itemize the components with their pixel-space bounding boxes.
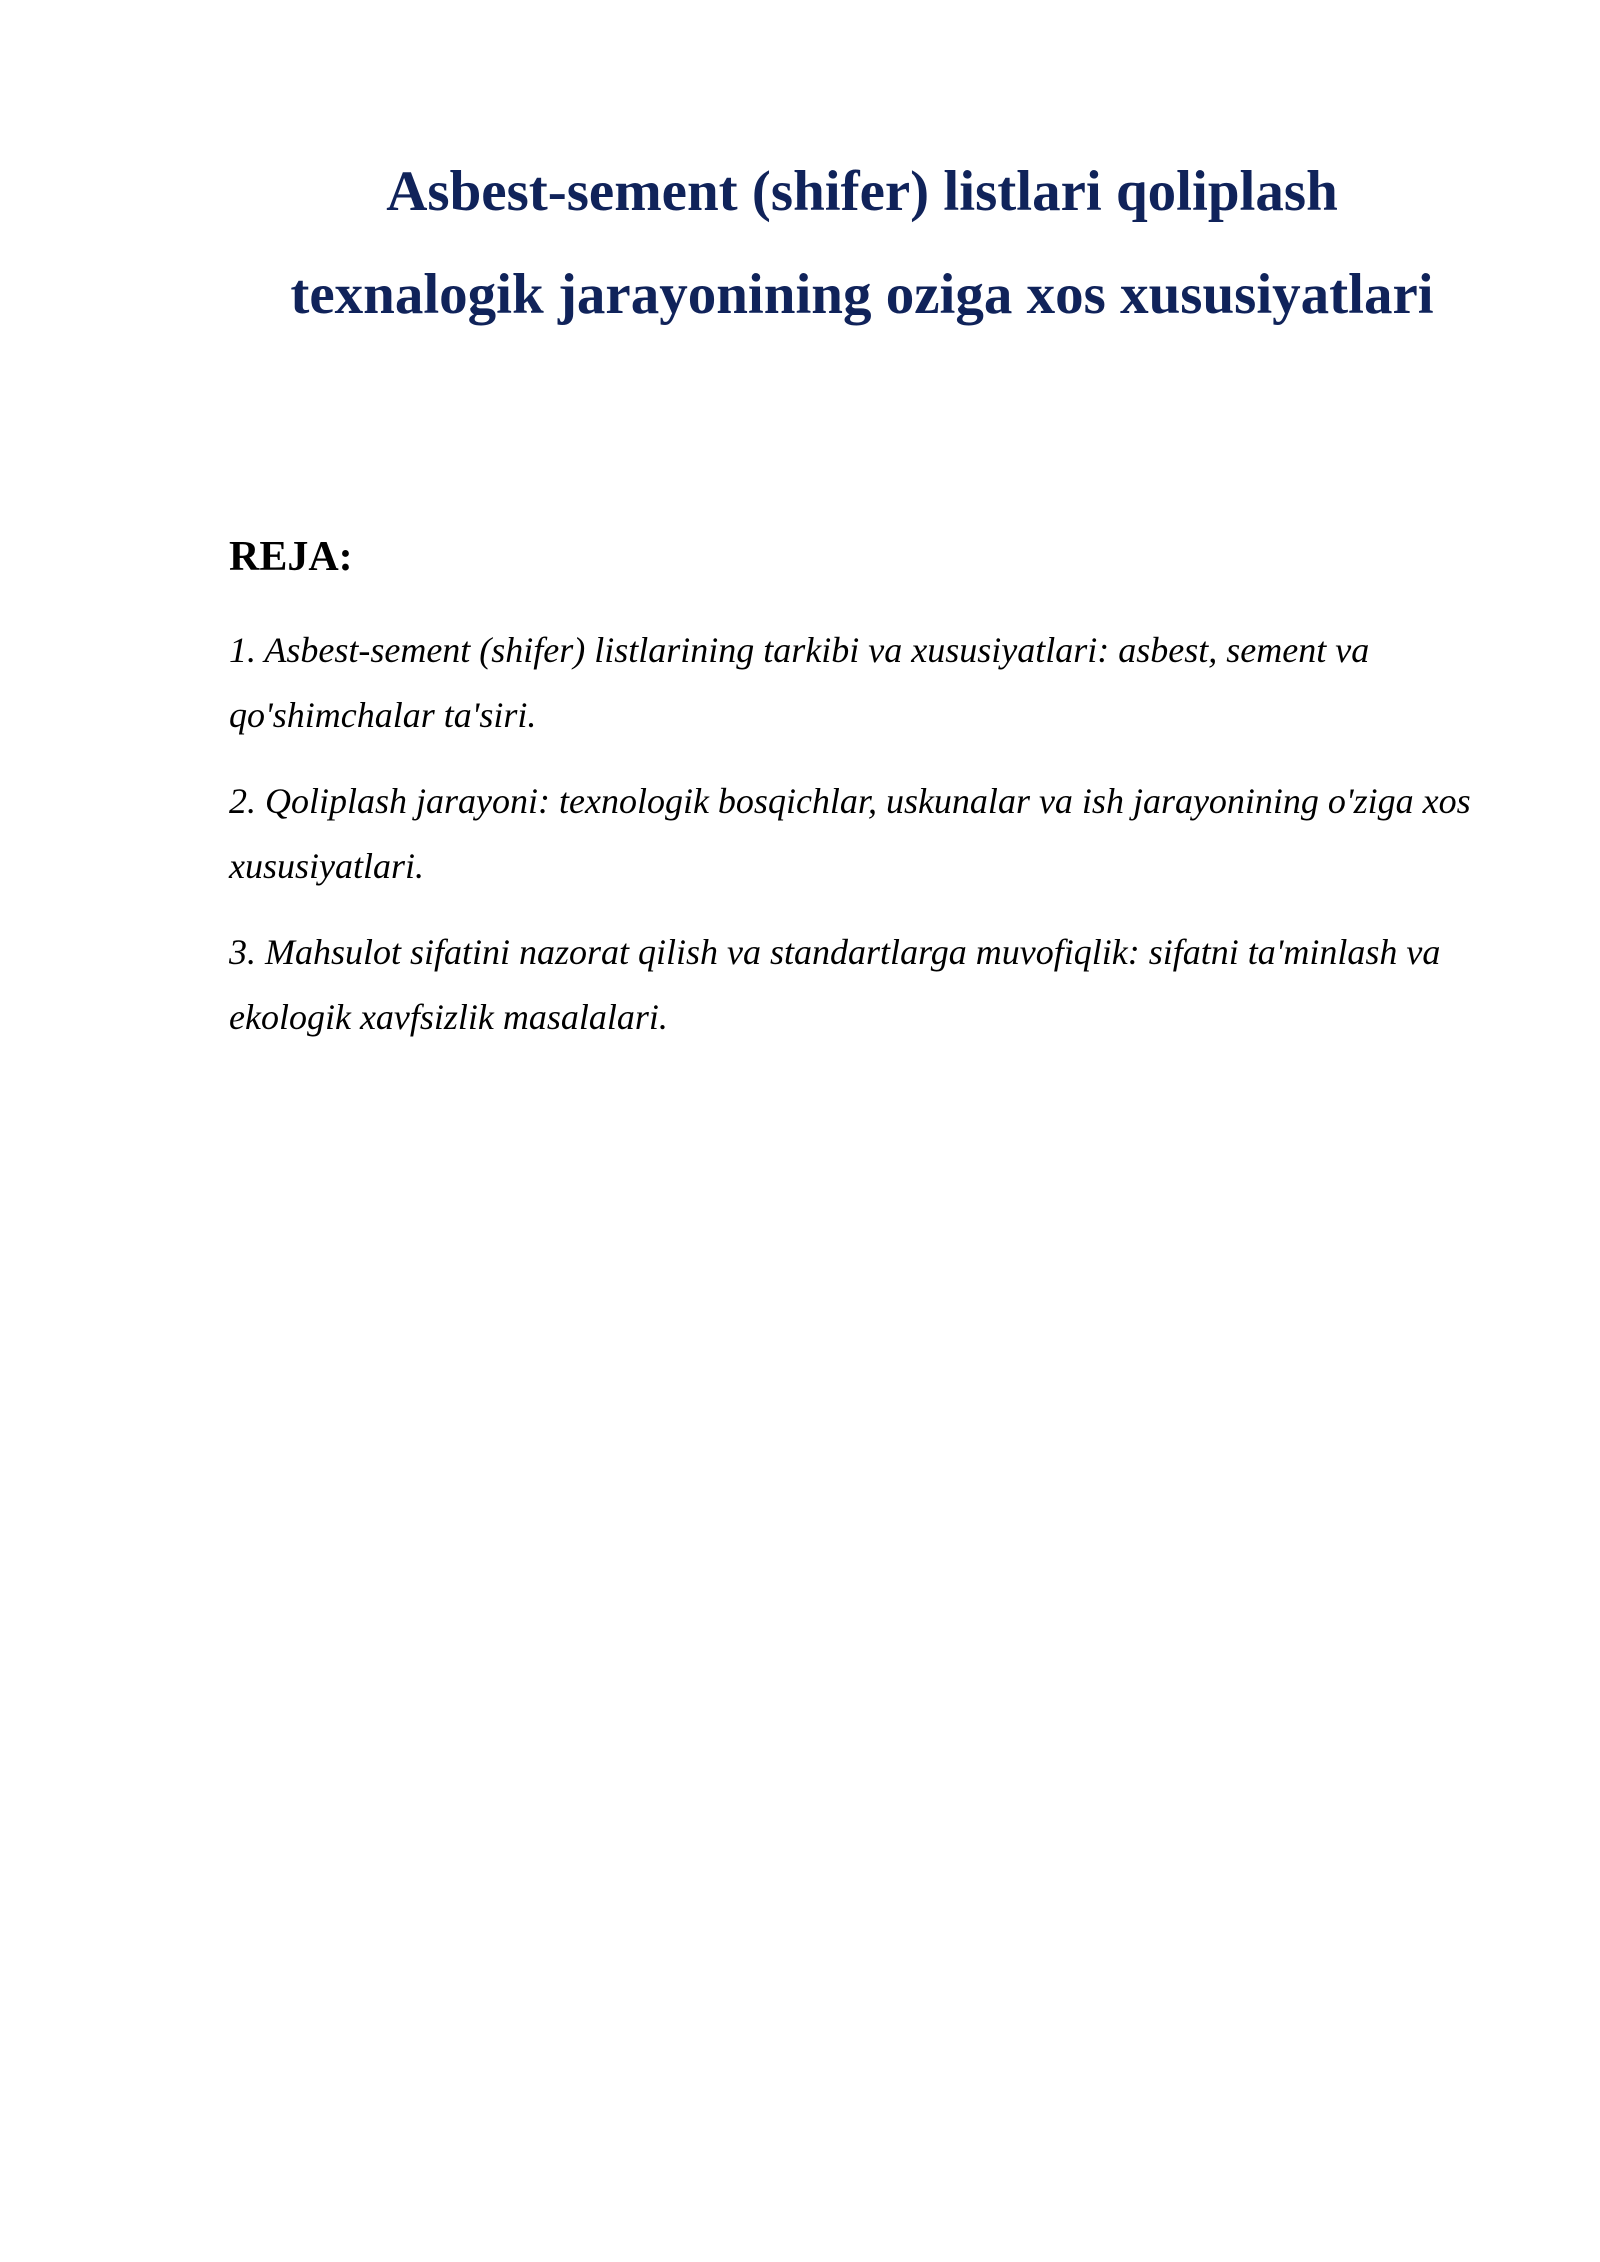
document-title bbox=[229, 140, 1495, 346]
title-line-1: Asbest-sement (shifer) listlari qoliplash bbox=[386, 160, 1338, 223]
title-line-2: texnalogik jarayonining oziga xos xususiyatlari bbox=[290, 263, 1434, 326]
plan-heading: REJA: bbox=[229, 534, 353, 580]
plan-item-2: 2. Qoliplash jarayoni: texnologik bosqichlar, uskunalar va ish jarayonining o'ziga xos xususiyatlari. bbox=[229, 781, 1471, 886]
plan-item-1: 1. Asbest-sement (shifer) listlarining tarkibi va xususiyatlari: asbest, sement va qo'shimchalar ta'siri. bbox=[229, 630, 1370, 735]
plan-item-3: 3. Mahsulot sifatini nazorat qilish va standartlarga muvofiqlik: sifatni ta'minlash va ekologik xavfsizlik masalalari. bbox=[229, 932, 1441, 1037]
plan-list bbox=[229, 618, 1489, 1071]
